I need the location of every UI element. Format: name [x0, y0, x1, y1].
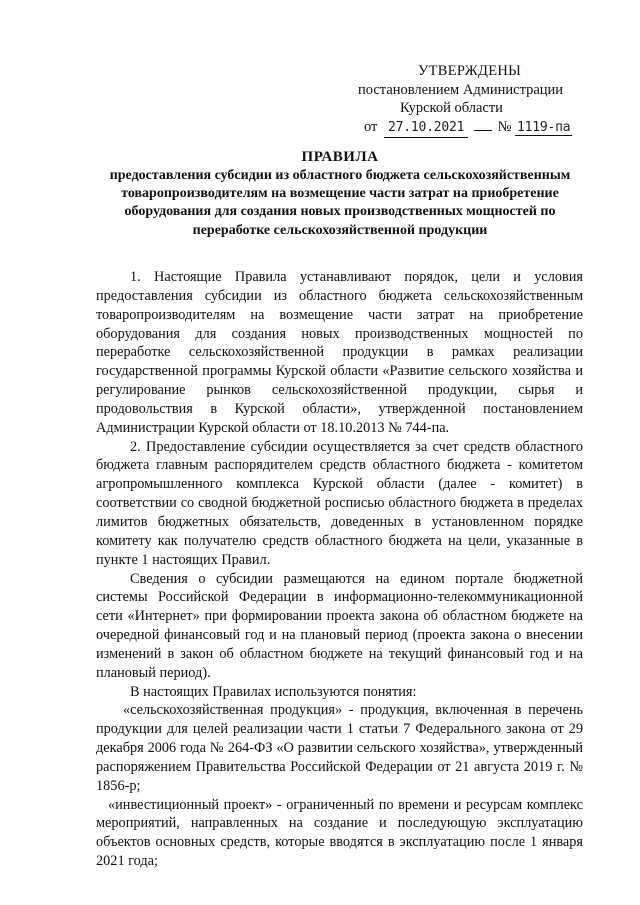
approval-authority: постановлением Администрации	[358, 82, 564, 98]
approval-title: УТВЕРЖДЕНЫ	[418, 63, 522, 79]
paragraph-2: 2. Предоставление субсидии осуществляется за счет средств областного бюджета главным распорядителем средств областного бюджета - комитетом агропромышленного комплекса Курской области (далее - комитет) в соответствии со сводной бюджетной росписью областного бюджета в пределах лимитов бюджетных обязательств, доведенных в установленном порядке комитету как получателю средств областного бюджета на цели, указанные в пункте 1 настоящих Правил.	[96, 438, 583, 568]
paragraph-1: 1. Настоящие Правила устанавливают порядок, цели и условия предоставления субсидии из областного бюджета сельскохозяйственным товаропроизводителям на возмещение части затрат на приобретение оборудования для создания новых производственных мощностей по переработке сельскохозяйственной продукции в рамках реализации государственной программы Курской области «Развитие сельского хозяйства и регулирование рынков сельскохозяйственной продукции, сырья и продовольствия в Курской области», утвержденной постановлением Администрации Курской области от 18.10.2013 № 744-па.	[96, 269, 583, 436]
paragraph-6: «инвестиционный проект» - ограниченный по времени и ресурсам комплекс мероприятий, направленных на создание и последующую эксплуатацию объектов основных средств, которые вводятся в эксплуатацию после 1 января 2021 года;	[96, 796, 583, 870]
approval-number: 1119-па	[517, 120, 571, 135]
date-prefix: от	[364, 119, 378, 135]
number-prefix: №	[497, 119, 512, 135]
document-title	[90, 148, 590, 240]
title-main: ПРАВИЛА	[301, 149, 379, 165]
paragraph-3: Сведения о субсидии размещаются на едином портале бюджетной системы Российской Федерации в информационно-телекоммуникационной сети «Интернет» при формировании проекта закона об областном бюджете на очередной финансовый год и на плановый период (проекта закона о внесении изменений в закон об областном бюджете на текущий финансовый год и на плановый период).	[96, 570, 583, 681]
approval-date: 27.10.2021	[384, 119, 468, 138]
underline-gap	[474, 130, 492, 131]
approval-region: Курской области	[400, 100, 503, 116]
title-subtitle: предоставления субсидии из областного бюджета сельскохозяйственным товаропроизводителям на возмещение части затрат на приобретение оборудования для создания новых производственных мощностей по переработке сельскохозяйственной продукции	[109, 168, 571, 238]
paragraph-4: В настоящих Правилах используются понятия:	[130, 683, 417, 700]
approval-date-number	[364, 118, 572, 138]
paragraph-5: «сельскохозяйственная продукция» - продукция, включенная в перечень продукции для целей реализации части 1 статьи 7 Федерального закона от 29 декабря 2006 года № 264-ФЗ «О развитии сельского хозяйства», утвержденный распоряжением Правительства Российской Федерации от 21 августа 2019 г. № 1856-р;	[96, 702, 583, 794]
document-body	[96, 268, 583, 871]
